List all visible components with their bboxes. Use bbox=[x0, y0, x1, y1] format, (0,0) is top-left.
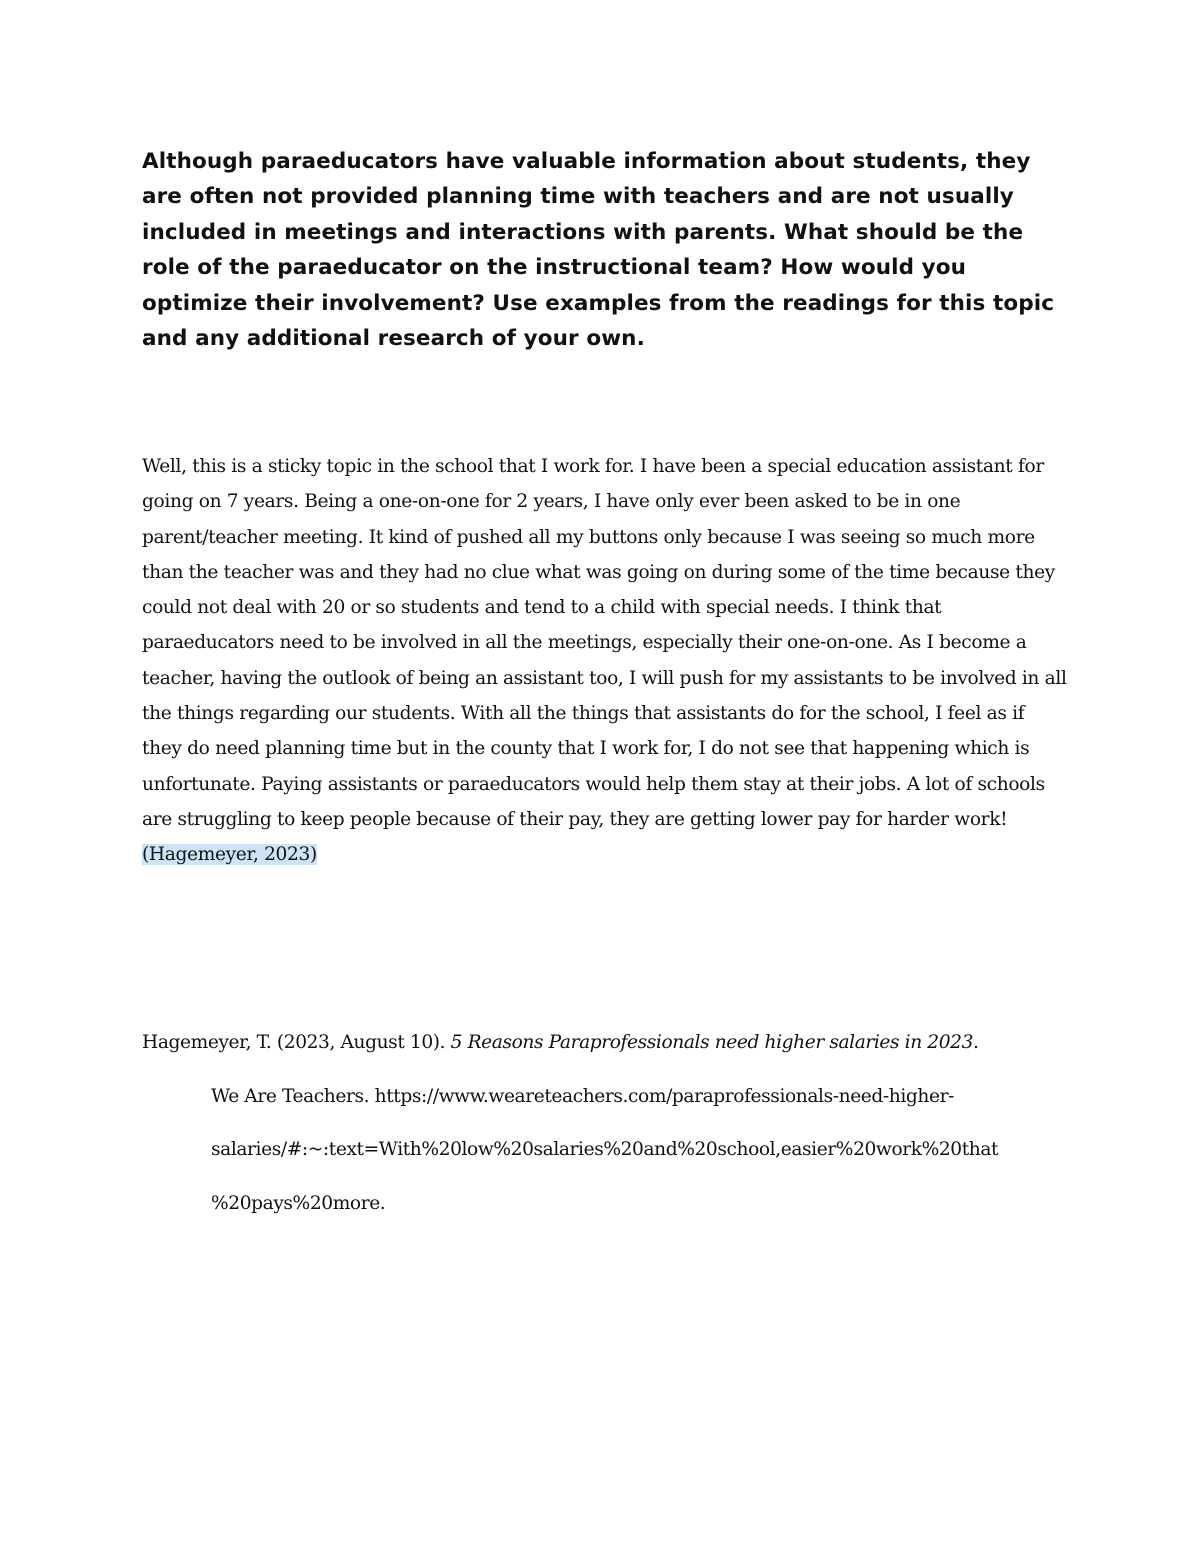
reference-line-1 bbox=[142, 1016, 1042, 1070]
reference-line-3: salaries/#:~:text=With%20low%20salaries%20and%20school,easier%20work%20that bbox=[211, 1139, 999, 1160]
reference-line-4: %20pays%20more. bbox=[211, 1192, 386, 1214]
response-text: Well, this is a sticky topic in the school that I work for. I have been a special education assistant for going on 7 years. Being a one-on-one for 2 years, I have only ever been asked to be in one parent/teacher meeting. It kind of pushed all my buttons only because I was seeing so much more than the teacher was and they had no clue what was going on during some of the time because they could not deal with 20 or so students and tend to a child with special needs. I think that paraeducators need to be involved in all the meetings, especially their one-on-one. As I become a teacher, having the outlook of being an assistant too, I will push for my assistants to be involved in all the things regarding our students. With all the things that assistants do for the school, I feel as if they do need planning time but in the county that I work for, I do not see that happening which is unfortunate. Paying assistants or paraeducators would help them stay at their jobs. A lot of schools are struggling to keep people because of their pay, they are getting lower pay for harder work! bbox=[142, 456, 1067, 830]
reference-author-date: Hagemeyer, T. (2023, August 10). bbox=[142, 1032, 451, 1053]
reference-line-2: We Are Teachers. https://www.weareteachers.com/paraprofessionals-need-higher- bbox=[211, 1085, 954, 1107]
in-text-citation: (Hagemeyer, 2023) bbox=[142, 844, 317, 866]
reference-entry bbox=[142, 1016, 1042, 1230]
discussion-prompt: Although paraeducators have valuable information about students, they are often not provided planning time with teachers and are not usually included in meetings and interactions with parents. What should be the role of the paraeducator on the instructional team? How would you optimize their involvement? Use examples from the readings for this topic and any additional research of your own. bbox=[142, 149, 1055, 352]
reference-title: 5 Reasons Paraprofessionals need higher salaries in 2023. bbox=[450, 1032, 979, 1053]
response-paragraph bbox=[142, 449, 1067, 873]
